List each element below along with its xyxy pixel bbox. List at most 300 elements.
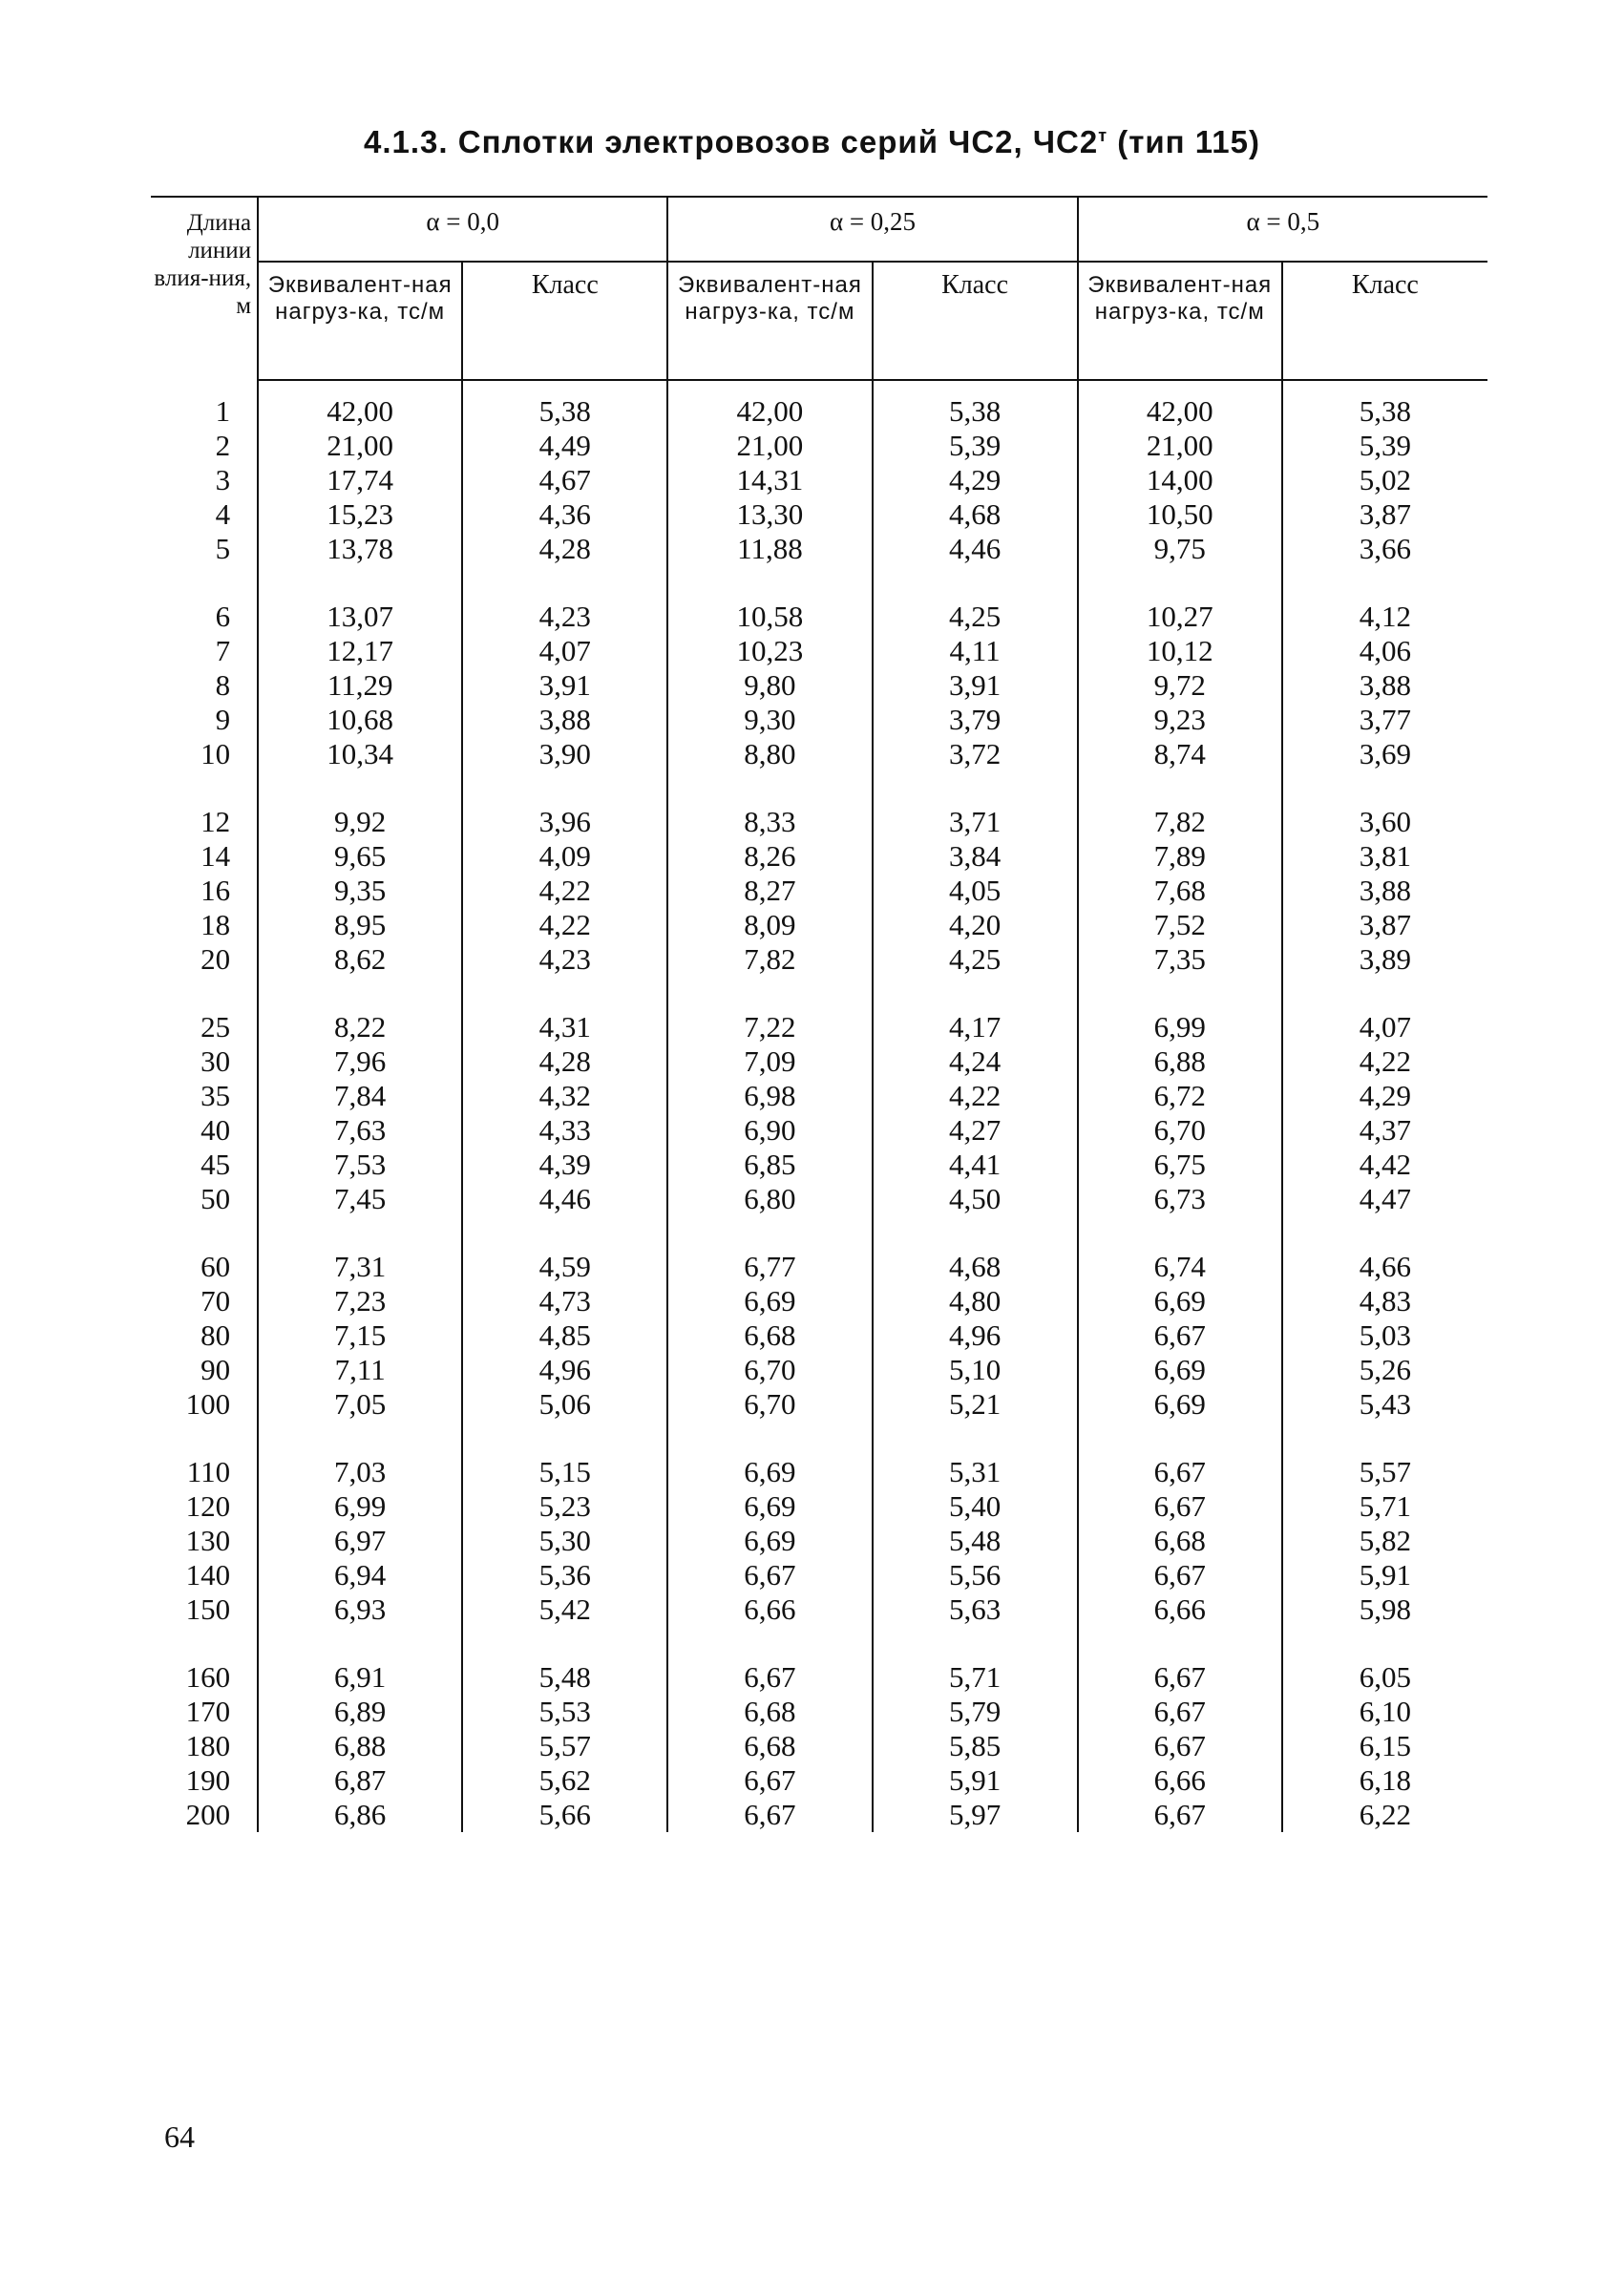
table-row xyxy=(151,1455,1487,1489)
load-cell: 21,00 xyxy=(258,429,462,463)
class-cell: 4,29 xyxy=(1359,1079,1412,1112)
class-cell: 5,57 xyxy=(1359,1455,1412,1488)
subheader-load: Эквивалент-ная нагруз-ка, тс/м xyxy=(1078,262,1282,380)
class-cell: 4,39 xyxy=(462,1148,667,1182)
class-cell: 6,05 xyxy=(1359,1660,1412,1694)
load-cell: 6,68 xyxy=(667,1318,872,1353)
length-cell: 200 xyxy=(151,1798,258,1832)
load-cell: 8,09 xyxy=(667,908,872,942)
spacer-cell xyxy=(258,1627,462,1660)
load-cell: 10,27 xyxy=(1078,600,1282,634)
load-cell: 6,69 xyxy=(667,1489,872,1524)
length-cell: 30 xyxy=(151,1044,258,1079)
length-cell: 7 xyxy=(151,634,258,668)
load-table xyxy=(151,196,1487,1832)
class-cell: 4,73 xyxy=(462,1284,667,1318)
load-cell: 8,26 xyxy=(667,839,872,874)
class-cell: 5,85 xyxy=(873,1729,1078,1763)
title-text: 4.1.3. Сплотки электровозов серий ЧС2, ЧС2 xyxy=(364,124,1099,159)
table-row xyxy=(151,463,1487,497)
title-suffix: (тип 115) xyxy=(1107,124,1260,159)
load-cell: 7,09 xyxy=(667,1044,872,1079)
load-cell: 7,82 xyxy=(1078,805,1282,839)
class-cell: 6,15 xyxy=(1359,1729,1412,1762)
length-cell: 140 xyxy=(151,1558,258,1592)
group-spacer-row xyxy=(151,771,1487,805)
spacer-cell xyxy=(462,1216,667,1250)
table-row xyxy=(151,1558,1487,1592)
table-row xyxy=(151,634,1487,668)
load-cell: 10,23 xyxy=(667,634,872,668)
load-cell: 15,23 xyxy=(258,497,462,532)
class-cell: 5,66 xyxy=(462,1798,667,1832)
spacer-cell xyxy=(873,1627,1078,1660)
load-cell: 6,67 xyxy=(667,1763,872,1798)
length-cell: 4 xyxy=(151,497,258,532)
load-cell: 7,84 xyxy=(258,1079,462,1113)
class-cell: 5,62 xyxy=(462,1763,667,1798)
class-cell: 5,48 xyxy=(462,1660,667,1695)
load-cell: 21,00 xyxy=(667,429,872,463)
class-cell: 5,38 xyxy=(1359,394,1412,428)
load-cell: 6,87 xyxy=(258,1763,462,1798)
spacer-cell xyxy=(1282,1216,1487,1250)
table-row xyxy=(151,1524,1487,1558)
class-cell: 5,39 xyxy=(873,429,1078,463)
load-cell: 6,67 xyxy=(1078,1318,1282,1353)
class-cell: 4,68 xyxy=(873,1250,1078,1284)
spacer-cell xyxy=(462,1627,667,1660)
spacer-cell xyxy=(667,566,872,600)
load-cell: 7,35 xyxy=(1078,942,1282,977)
length-cell: 3 xyxy=(151,463,258,497)
class-cell: 5,36 xyxy=(462,1558,667,1592)
load-cell: 7,52 xyxy=(1078,908,1282,942)
spacer-cell xyxy=(873,566,1078,600)
group-spacer-row xyxy=(151,1422,1487,1455)
load-cell: 6,72 xyxy=(1078,1079,1282,1113)
spacer-cell xyxy=(667,771,872,805)
table-row xyxy=(151,1798,1487,1832)
load-cell: 6,66 xyxy=(1078,1592,1282,1627)
class-cell: 5,91 xyxy=(1359,1558,1412,1592)
length-cell: 12 xyxy=(151,805,258,839)
class-cell: 3,91 xyxy=(462,668,667,703)
load-cell: 9,75 xyxy=(1078,532,1282,566)
load-cell: 6,90 xyxy=(667,1113,872,1148)
class-cell: 5,31 xyxy=(873,1455,1078,1489)
table-row xyxy=(151,805,1487,839)
class-cell: 4,59 xyxy=(462,1250,667,1284)
load-cell: 9,92 xyxy=(258,805,462,839)
load-cell: 6,70 xyxy=(667,1353,872,1387)
spacer-cell xyxy=(258,566,462,600)
length-cell: 35 xyxy=(151,1079,258,1113)
load-cell: 6,67 xyxy=(667,1660,872,1695)
class-cell: 5,15 xyxy=(462,1455,667,1489)
class-cell: 4,66 xyxy=(1359,1250,1412,1283)
class-cell: 4,07 xyxy=(1359,1010,1412,1044)
load-cell: 6,67 xyxy=(1078,1729,1282,1763)
table-row xyxy=(151,839,1487,874)
class-cell: 3,60 xyxy=(1359,805,1412,838)
class-cell: 3,89 xyxy=(1359,942,1412,976)
title-superscript: т xyxy=(1098,126,1108,145)
spacer-cell xyxy=(1078,566,1282,600)
spacer-cell xyxy=(151,771,258,805)
load-cell: 10,58 xyxy=(667,600,872,634)
length-cell: 14 xyxy=(151,839,258,874)
class-cell: 4,41 xyxy=(873,1148,1078,1182)
load-cell: 6,69 xyxy=(667,1284,872,1318)
load-cell: 9,72 xyxy=(1078,668,1282,703)
class-cell: 3,87 xyxy=(1359,497,1412,531)
load-cell: 42,00 xyxy=(667,380,872,429)
load-cell: 6,89 xyxy=(258,1695,462,1729)
length-cell: 45 xyxy=(151,1148,258,1182)
load-cell: 6,94 xyxy=(258,1558,462,1592)
class-cell: 4,25 xyxy=(873,942,1078,977)
load-cell: 10,34 xyxy=(258,737,462,771)
group-spacer-row xyxy=(151,1216,1487,1250)
load-cell: 11,88 xyxy=(667,532,872,566)
load-cell: 6,91 xyxy=(258,1660,462,1695)
class-cell: 5,48 xyxy=(873,1524,1078,1558)
table-row xyxy=(151,942,1487,977)
spacer-cell xyxy=(151,566,258,600)
group-spacer-row xyxy=(151,977,1487,1010)
table-row xyxy=(151,1592,1487,1627)
class-cell: 4,96 xyxy=(462,1353,667,1387)
load-cell: 6,66 xyxy=(667,1592,872,1627)
load-cell: 8,22 xyxy=(258,1010,462,1044)
class-cell: 3,96 xyxy=(462,805,667,839)
class-cell: 3,88 xyxy=(462,703,667,737)
load-cell: 6,69 xyxy=(1078,1353,1282,1387)
load-cell: 7,89 xyxy=(1078,839,1282,874)
class-cell: 4,46 xyxy=(873,532,1078,566)
load-cell: 7,63 xyxy=(258,1113,462,1148)
load-cell: 6,73 xyxy=(1078,1182,1282,1216)
length-cell: 20 xyxy=(151,942,258,977)
class-cell: 4,17 xyxy=(873,1010,1078,1044)
load-cell: 6,99 xyxy=(1078,1010,1282,1044)
class-cell: 4,28 xyxy=(462,532,667,566)
class-cell: 5,97 xyxy=(873,1798,1078,1832)
load-cell: 6,68 xyxy=(667,1695,872,1729)
table-row xyxy=(151,737,1487,771)
load-cell: 42,00 xyxy=(258,380,462,429)
length-cell: 90 xyxy=(151,1353,258,1387)
length-cell: 100 xyxy=(151,1387,258,1422)
table-row xyxy=(151,1044,1487,1079)
table-row xyxy=(151,600,1487,634)
load-cell: 6,67 xyxy=(667,1798,872,1832)
spacer-cell xyxy=(1282,771,1487,805)
table-row xyxy=(151,1113,1487,1148)
load-cell: 7,82 xyxy=(667,942,872,977)
length-cell: 120 xyxy=(151,1489,258,1524)
class-cell: 5,82 xyxy=(1359,1524,1412,1557)
load-cell: 8,27 xyxy=(667,874,872,908)
stub-header xyxy=(151,197,258,380)
table-row xyxy=(151,429,1487,463)
class-cell: 4,11 xyxy=(873,634,1078,668)
class-cell: 5,30 xyxy=(462,1524,667,1558)
spacer-cell xyxy=(1282,566,1487,600)
class-cell: 4,05 xyxy=(873,874,1078,908)
table-row xyxy=(151,1148,1487,1182)
class-cell: 5,06 xyxy=(462,1387,667,1422)
class-cell: 4,31 xyxy=(462,1010,667,1044)
load-cell: 7,22 xyxy=(667,1010,872,1044)
load-cell: 9,23 xyxy=(1078,703,1282,737)
subheader-load: Эквивалент-ная нагруз-ка, тс/м xyxy=(258,262,462,380)
class-cell: 4,22 xyxy=(873,1079,1078,1113)
load-cell: 6,69 xyxy=(667,1455,872,1489)
subheader-class: Класс xyxy=(1282,262,1487,380)
load-cell: 6,70 xyxy=(667,1387,872,1422)
load-cell: 8,74 xyxy=(1078,737,1282,771)
class-cell: 4,12 xyxy=(1359,600,1412,633)
stub-header-text: Длина линии влия-ния, м xyxy=(154,210,252,319)
group-spacer-row xyxy=(151,566,1487,600)
class-cell: 4,46 xyxy=(462,1182,667,1216)
table-row xyxy=(151,1763,1487,1798)
spacer-cell xyxy=(1282,1627,1487,1660)
group-header-alpha-0: α = 0,0 xyxy=(258,197,667,262)
load-cell: 12,17 xyxy=(258,634,462,668)
class-cell: 4,50 xyxy=(873,1182,1078,1216)
spacer-cell xyxy=(667,977,872,1010)
class-cell: 3,84 xyxy=(873,839,1078,874)
class-cell: 3,88 xyxy=(1359,668,1412,702)
spacer-cell xyxy=(667,1627,872,1660)
class-cell: 4,47 xyxy=(1359,1182,1412,1215)
load-cell: 6,68 xyxy=(667,1729,872,1763)
class-cell: 5,38 xyxy=(462,380,667,429)
class-cell: 3,79 xyxy=(873,703,1078,737)
table-row xyxy=(151,874,1487,908)
class-cell: 4,83 xyxy=(1359,1284,1412,1318)
load-cell: 6,67 xyxy=(1078,1798,1282,1832)
class-cell: 4,27 xyxy=(873,1113,1078,1148)
class-cell: 4,49 xyxy=(462,429,667,463)
table-row xyxy=(151,1182,1487,1216)
class-cell: 3,81 xyxy=(1359,839,1412,873)
length-cell: 110 xyxy=(151,1455,258,1489)
load-cell: 9,30 xyxy=(667,703,872,737)
page-number: 64 xyxy=(164,2119,195,2154)
load-cell: 6,66 xyxy=(1078,1763,1282,1798)
table-row xyxy=(151,1695,1487,1729)
spacer-cell xyxy=(151,977,258,1010)
spacer-cell xyxy=(1078,977,1282,1010)
load-cell: 6,69 xyxy=(667,1524,872,1558)
class-cell: 5,02 xyxy=(1359,463,1412,496)
length-cell: 1 xyxy=(151,380,258,429)
group-header-alpha-05: α = 0,5 xyxy=(1078,197,1487,262)
spacer-cell xyxy=(873,1422,1078,1455)
class-cell: 5,91 xyxy=(873,1763,1078,1798)
load-cell: 6,67 xyxy=(1078,1695,1282,1729)
load-cell: 8,33 xyxy=(667,805,872,839)
load-cell: 9,35 xyxy=(258,874,462,908)
class-cell: 4,32 xyxy=(462,1079,667,1113)
load-cell: 6,75 xyxy=(1078,1148,1282,1182)
table-row xyxy=(151,908,1487,942)
load-cell: 11,29 xyxy=(258,668,462,703)
load-cell: 42,00 xyxy=(1078,380,1282,429)
class-cell: 5,10 xyxy=(873,1353,1078,1387)
class-cell: 4,22 xyxy=(462,908,667,942)
class-cell: 5,71 xyxy=(1359,1489,1412,1523)
class-cell: 5,39 xyxy=(1359,429,1412,462)
table-row xyxy=(151,1250,1487,1284)
length-cell: 8 xyxy=(151,668,258,703)
load-cell: 6,70 xyxy=(1078,1113,1282,1148)
table-header xyxy=(151,197,1487,380)
length-cell: 9 xyxy=(151,703,258,737)
load-cell: 7,53 xyxy=(258,1148,462,1182)
class-cell: 4,22 xyxy=(1359,1044,1412,1078)
spacer-cell xyxy=(258,977,462,1010)
class-cell: 5,57 xyxy=(462,1729,667,1763)
class-cell: 4,25 xyxy=(873,600,1078,634)
class-cell: 5,38 xyxy=(873,380,1078,429)
class-cell: 4,68 xyxy=(873,497,1078,532)
class-cell: 3,88 xyxy=(1359,874,1412,907)
length-cell: 160 xyxy=(151,1660,258,1695)
class-cell: 5,23 xyxy=(462,1489,667,1524)
load-cell: 7,68 xyxy=(1078,874,1282,908)
class-cell: 5,40 xyxy=(873,1489,1078,1524)
load-cell: 7,11 xyxy=(258,1353,462,1387)
load-cell: 6,86 xyxy=(258,1798,462,1832)
class-cell: 6,18 xyxy=(1359,1763,1412,1797)
spacer-cell xyxy=(1282,977,1487,1010)
spacer-cell xyxy=(258,1422,462,1455)
load-cell: 6,98 xyxy=(667,1079,872,1113)
length-cell: 150 xyxy=(151,1592,258,1627)
table-row xyxy=(151,1660,1487,1695)
class-cell: 3,66 xyxy=(1359,532,1412,565)
class-cell: 4,23 xyxy=(462,942,667,977)
load-cell: 6,77 xyxy=(667,1250,872,1284)
spacer-cell xyxy=(1078,771,1282,805)
class-cell: 4,28 xyxy=(462,1044,667,1079)
class-cell: 5,71 xyxy=(873,1660,1078,1695)
spacer-cell xyxy=(667,1422,872,1455)
load-cell: 6,69 xyxy=(1078,1284,1282,1318)
subheader-class: Класс xyxy=(462,262,667,380)
load-cell: 6,67 xyxy=(1078,1489,1282,1524)
class-cell: 3,87 xyxy=(1359,908,1412,941)
class-cell: 5,43 xyxy=(1359,1387,1412,1421)
load-cell: 6,80 xyxy=(667,1182,872,1216)
class-cell: 4,85 xyxy=(462,1318,667,1353)
class-cell: 4,36 xyxy=(462,497,667,532)
subheader-load: Эквивалент-ная нагруз-ка, тс/м xyxy=(667,262,872,380)
spacer-cell xyxy=(667,1216,872,1250)
table-row xyxy=(151,532,1487,566)
length-cell: 10 xyxy=(151,737,258,771)
length-cell: 18 xyxy=(151,908,258,942)
table-row xyxy=(151,1353,1487,1387)
spacer-cell xyxy=(873,1216,1078,1250)
load-cell: 6,93 xyxy=(258,1592,462,1627)
page-title xyxy=(0,124,1624,160)
spacer-cell xyxy=(258,771,462,805)
length-cell: 5 xyxy=(151,532,258,566)
load-cell: 6,69 xyxy=(1078,1387,1282,1422)
length-cell: 40 xyxy=(151,1113,258,1148)
class-cell: 5,56 xyxy=(873,1558,1078,1592)
class-cell: 5,53 xyxy=(462,1695,667,1729)
table-row xyxy=(151,1284,1487,1318)
load-cell: 9,65 xyxy=(258,839,462,874)
load-cell: 6,67 xyxy=(1078,1558,1282,1592)
length-cell: 50 xyxy=(151,1182,258,1216)
load-cell: 6,88 xyxy=(258,1729,462,1763)
class-cell: 4,20 xyxy=(873,908,1078,942)
load-cell: 14,31 xyxy=(667,463,872,497)
load-cell: 6,67 xyxy=(1078,1455,1282,1489)
group-header-alpha-025: α = 0,25 xyxy=(667,197,1077,262)
length-cell: 60 xyxy=(151,1250,258,1284)
load-cell: 10,50 xyxy=(1078,497,1282,532)
length-cell: 170 xyxy=(151,1695,258,1729)
class-cell: 5,63 xyxy=(873,1592,1078,1627)
length-cell: 16 xyxy=(151,874,258,908)
class-cell: 4,33 xyxy=(462,1113,667,1148)
spacer-cell xyxy=(462,977,667,1010)
subheader-class: Класс xyxy=(873,262,1078,380)
load-cell: 17,74 xyxy=(258,463,462,497)
class-cell: 4,67 xyxy=(462,463,667,497)
table-row xyxy=(151,1387,1487,1422)
class-cell: 4,22 xyxy=(462,874,667,908)
class-cell: 5,42 xyxy=(462,1592,667,1627)
table-row xyxy=(151,497,1487,532)
load-cell: 8,80 xyxy=(667,737,872,771)
load-cell: 7,03 xyxy=(258,1455,462,1489)
load-cell: 6,68 xyxy=(1078,1524,1282,1558)
length-cell: 2 xyxy=(151,429,258,463)
spacer-cell xyxy=(151,1627,258,1660)
class-cell: 5,21 xyxy=(873,1387,1078,1422)
load-cell: 6,99 xyxy=(258,1489,462,1524)
class-cell: 4,09 xyxy=(462,839,667,874)
load-cell: 6,88 xyxy=(1078,1044,1282,1079)
spacer-cell xyxy=(462,771,667,805)
load-cell: 13,07 xyxy=(258,600,462,634)
load-cell: 13,30 xyxy=(667,497,872,532)
load-cell: 6,74 xyxy=(1078,1250,1282,1284)
class-cell: 4,37 xyxy=(1359,1113,1412,1147)
class-cell: 5,03 xyxy=(1359,1318,1412,1352)
table-row xyxy=(151,1010,1487,1044)
class-cell: 5,26 xyxy=(1359,1353,1412,1386)
class-cell: 3,71 xyxy=(873,805,1078,839)
load-cell: 7,23 xyxy=(258,1284,462,1318)
load-cell: 7,15 xyxy=(258,1318,462,1353)
load-cell: 6,67 xyxy=(1078,1660,1282,1695)
load-table-container xyxy=(151,196,1487,1832)
load-cell: 7,31 xyxy=(258,1250,462,1284)
spacer-cell xyxy=(1282,1422,1487,1455)
load-cell: 8,62 xyxy=(258,942,462,977)
